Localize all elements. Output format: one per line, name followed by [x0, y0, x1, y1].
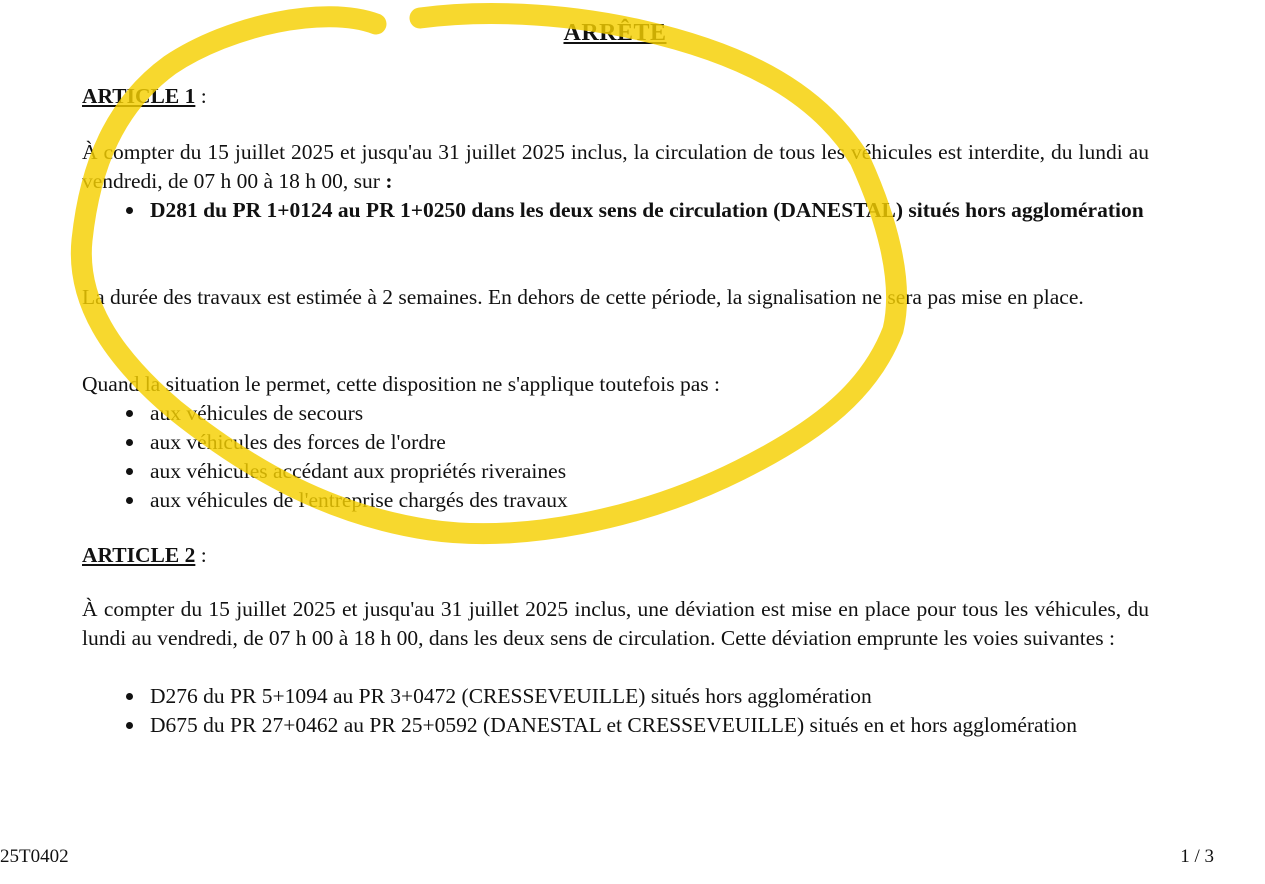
article-2-intro: À compter du 15 juillet 2025 et jusqu'au 31 juillet 2025 inclus, une déviation est mise en place pour tous les véhicules, du lundi au vendredi, de 07 h 00 à 18 h 00, dans les deux sens de circulation. Cette déviation emprunte les voies suivantes :	[82, 597, 1149, 650]
article-1-duration: La durée des travaux est estimée à 2 semaines. En dehors de cette période, la signalisation ne sera pas mise en place.	[82, 285, 1084, 309]
article-2-heading	[82, 541, 207, 570]
article-1-heading	[82, 82, 207, 111]
list-item: D276 du PR 5+1094 au PR 3+0472 (CRESSEVEUILLE) situés hors agglomération	[150, 682, 1149, 711]
list-item: aux véhicules accédant aux propriétés riveraines	[150, 457, 1149, 486]
footer-reference: 25T0402	[0, 846, 69, 867]
article-2-label: ARTICLE 2	[82, 543, 196, 567]
list-item: aux véhicules de l'entreprise chargés des travaux	[150, 486, 1149, 515]
footer-page-number: 1 / 3	[1180, 846, 1214, 867]
list-item: D281 du PR 1+0124 au PR 1+0250 dans les deux sens de circulation (DANESTAL) situés hors agglomération	[150, 196, 1149, 225]
list-item: aux véhicules des forces de l'ordre	[150, 428, 1149, 457]
article-1-intro-text: À compter du 15 juillet 2025 et jusqu'au 31 juillet 2025 inclus, la circulation de tous les véhicules est interdite, du lundi au vendredi, de 07 h 00 à 18 h 00, sur	[82, 140, 1149, 193]
page-title: ARRÊTE	[563, 20, 667, 46]
article-2-suffix: :	[195, 543, 207, 567]
list-item: aux véhicules de secours	[150, 399, 1149, 428]
article-1-intro-colon: :	[385, 169, 393, 193]
article-1-label: ARTICLE 1	[82, 84, 196, 108]
article-1-exceptions-intro: Quand la situation le permet, cette disposition ne s'applique toutefois pas :	[82, 372, 720, 396]
article-1-road-list	[82, 196, 1149, 225]
article-2-road-list	[82, 682, 1149, 740]
article-1-exceptions-list	[82, 399, 1149, 515]
article-1-intro	[82, 138, 1149, 196]
list-item: D675 du PR 27+0462 au PR 25+0592 (DANESTAL et CRESSEVEUILLE) situés en et hors agglomération	[150, 711, 1149, 740]
article-1-suffix: :	[195, 84, 207, 108]
